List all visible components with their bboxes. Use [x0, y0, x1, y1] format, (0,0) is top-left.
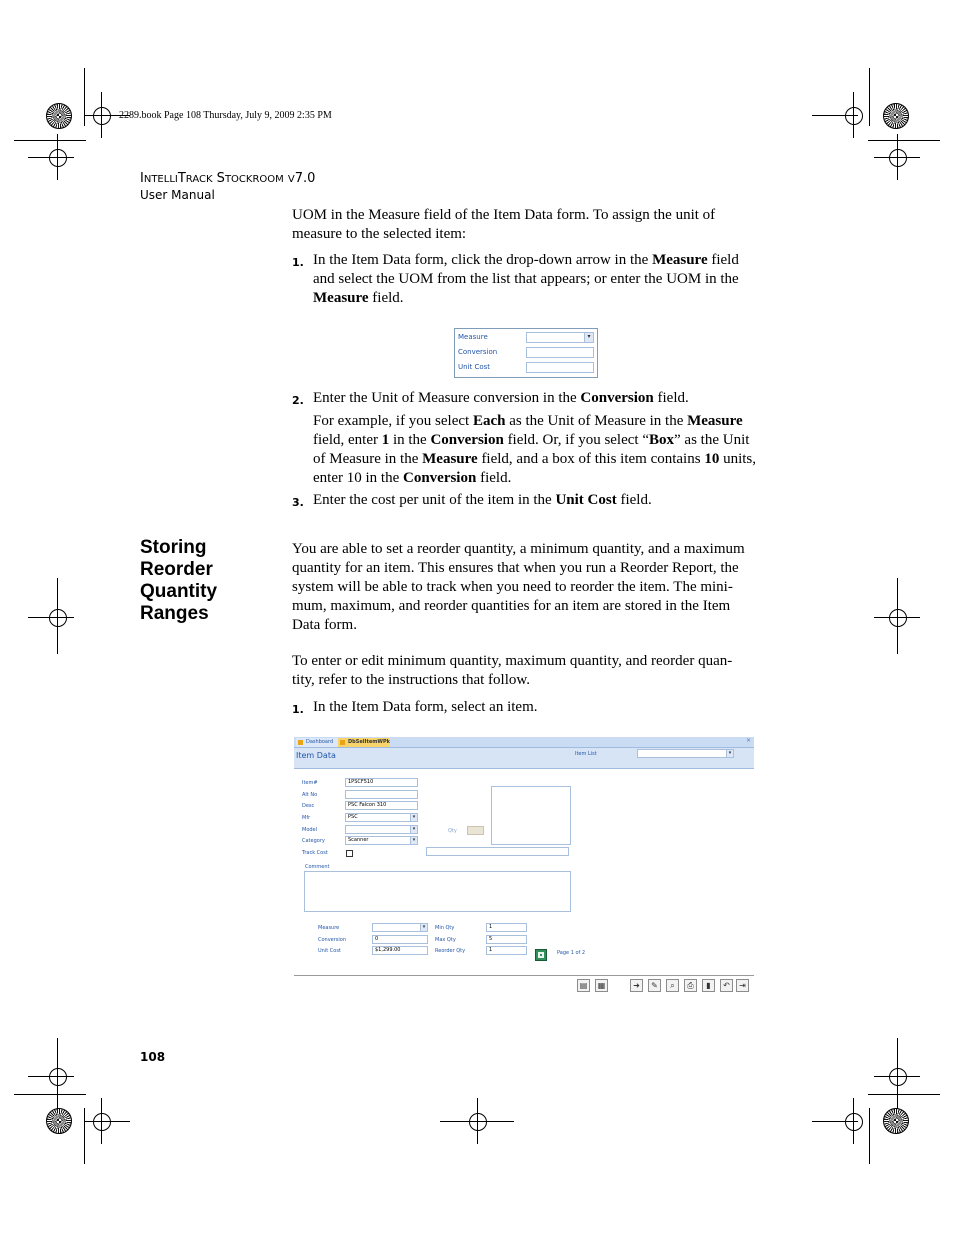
registration-target-mark	[889, 149, 907, 167]
intro-paragraph: UOM in the Measure field of the Item Data form. To assign the unit of measure to the selected item:	[292, 207, 716, 242]
max-qty-field[interactable]: 5	[486, 935, 527, 944]
item-list-dropdown[interactable]	[637, 749, 734, 758]
calendar-icon[interactable]: ▦	[595, 979, 608, 992]
field-label: Track Cost	[302, 850, 328, 856]
step-text: In the Item Data form, click the drop-down arrow in the Measure field and select the UOM from the list that appears; or enter the UOM in the Measure field.	[313, 252, 739, 306]
section-paragraph: To enter or edit minimum quantity, maximum quantity, and reorder quan- tity, refer to the instructions that follow.	[292, 653, 733, 688]
comment-textarea[interactable]	[304, 871, 571, 912]
registration-target-mark	[469, 1113, 487, 1131]
form-title: Item Data	[296, 751, 336, 760]
registration-target-mark	[49, 1068, 67, 1086]
registration-target-mark	[845, 107, 863, 125]
chevron-down-icon[interactable]: ▾	[726, 750, 733, 757]
step-number: 2.	[292, 394, 304, 407]
item-image-frame	[491, 786, 571, 845]
registration-star-mark	[883, 103, 909, 129]
conversion-field[interactable]	[526, 347, 594, 358]
step-number: 3.	[292, 496, 304, 509]
grid-view-icon[interactable]	[535, 949, 547, 961]
measure-dropdown[interactable]	[372, 923, 428, 932]
category-dropdown[interactable]: Scanner ▾	[345, 836, 418, 845]
print-icon[interactable]: ⎙	[684, 979, 697, 992]
max-qty-label: Max Qty	[435, 937, 456, 943]
reorder-qty-field[interactable]: 1	[486, 946, 527, 955]
registration-target-mark	[93, 107, 111, 125]
arrow-right-icon[interactable]: ➜	[630, 979, 643, 992]
unit-cost-label: Unit Cost	[458, 363, 491, 371]
field-label: Mfr	[302, 815, 311, 821]
item-number-field[interactable]: 1PSCF510	[345, 778, 418, 787]
model-dropdown[interactable]	[345, 825, 418, 834]
track-cost-checkbox[interactable]	[346, 850, 353, 857]
reorder-qty-label: Reorder Qty	[435, 948, 466, 954]
unit-cost-field[interactable]	[526, 362, 594, 373]
measure-dropdown[interactable]	[526, 332, 594, 343]
page-number: 108	[140, 1050, 166, 1064]
track-cost-value-field[interactable]	[426, 847, 569, 856]
alt-no-field[interactable]	[345, 790, 418, 799]
running-head-subtitle: User Manual	[140, 188, 215, 202]
conversion-label: Conversion	[458, 348, 498, 356]
qty-label: Qty	[448, 828, 457, 834]
desc-field[interactable]: PSC Falcon 310	[345, 801, 418, 810]
unit-cost-label: Unit Cost	[318, 948, 341, 954]
search-icon[interactable]: ⌕	[666, 979, 679, 992]
chevron-down-icon[interactable]: ▾	[420, 924, 427, 931]
chevron-down-icon[interactable]: ▾	[410, 826, 417, 833]
registration-target-mark	[49, 149, 67, 167]
mfr-dropdown[interactable]: PSC ▾	[345, 813, 418, 822]
step-number: 1.	[292, 256, 304, 269]
field-label: Item#	[302, 780, 318, 786]
registration-target-mark	[93, 1113, 111, 1131]
step-example-paragraph: For example, if you select Each as the Unit of Measure in the Measure field, enter 1 in the Conversion field. Or, if you select “Box” as the Unit of Measure in the Measure field, and a box of this item contains 10 units, enter 10 in the Conversion field.	[313, 413, 756, 486]
print-slug: 2289.book Page 108 Thursday, July 9, 2009 2:35 PM	[119, 110, 332, 121]
field-label: Category	[302, 838, 325, 844]
comment-label: Comment	[305, 864, 330, 870]
section-paragraph: You are able to set a reorder quantity, a minimum quantity, and a maximum quantity for an item. This ensures that when you run a Reorder Report, the system will be able to track when you need to reorder the item. The mini- mum, maximum, and reorder quantities for an item are stored in the Item Data form.	[292, 541, 745, 633]
item-data-form-screenshot	[294, 737, 754, 995]
exit-icon[interactable]: ⇥	[736, 979, 749, 992]
step-text: In the Item Data form, select an item.	[313, 699, 538, 715]
tab-dashboard[interactable]: Dashboard	[296, 738, 339, 747]
field-label: Model	[302, 827, 318, 833]
toolbar-divider	[294, 975, 754, 976]
form-icon	[298, 740, 303, 745]
field-label: Alt No	[302, 792, 318, 798]
chevron-down-icon[interactable]: ▾	[410, 814, 417, 821]
min-qty-label: Min Qty	[435, 925, 455, 931]
unit-cost-field[interactable]: $1,299.00	[372, 946, 428, 955]
uom-form-excerpt	[454, 328, 598, 378]
step-number: 1.	[292, 703, 304, 716]
page-indicator: Page 1 of 2	[557, 950, 586, 956]
field-label: Desc	[302, 803, 315, 809]
chevron-down-icon[interactable]: ▾	[410, 837, 417, 844]
undo-icon[interactable]: ↶	[720, 979, 733, 992]
registration-target-mark	[49, 609, 67, 627]
form-icon	[340, 740, 345, 745]
item-list-label: Item List	[575, 751, 597, 757]
chevron-down-icon[interactable]: ▾	[584, 333, 593, 342]
close-icon[interactable]: ×	[745, 737, 751, 744]
section-heading: Storing Reorder Quantity Ranges	[140, 537, 218, 624]
registration-target-mark	[889, 1068, 907, 1086]
measure-label: Measure	[458, 333, 488, 341]
tab-item-form[interactable]: DbSeIItemWPk	[338, 738, 389, 747]
conversion-label: Conversion	[318, 937, 347, 943]
registration-target-mark	[845, 1113, 863, 1131]
step-text: Enter the Unit of Measure conversion in the Conversion field.	[313, 390, 689, 406]
new-record-icon[interactable]: ▤	[577, 979, 590, 992]
registration-star-mark	[883, 1108, 909, 1134]
edit-icon[interactable]: ✎	[648, 979, 661, 992]
conversion-field[interactable]: 0	[372, 935, 428, 944]
registration-star-mark	[46, 1108, 72, 1134]
delete-icon[interactable]: ▮	[702, 979, 715, 992]
min-qty-field[interactable]: 1	[486, 923, 527, 932]
registration-star-mark	[46, 103, 72, 129]
qty-field	[467, 826, 484, 835]
step-text: Enter the cost per unit of the item in the Unit Cost field.	[313, 492, 652, 508]
measure-label: Measure	[318, 925, 340, 931]
registration-target-mark	[889, 609, 907, 627]
running-head-title: INTELLITRACK STOCKROOM V7.0	[140, 171, 316, 186]
